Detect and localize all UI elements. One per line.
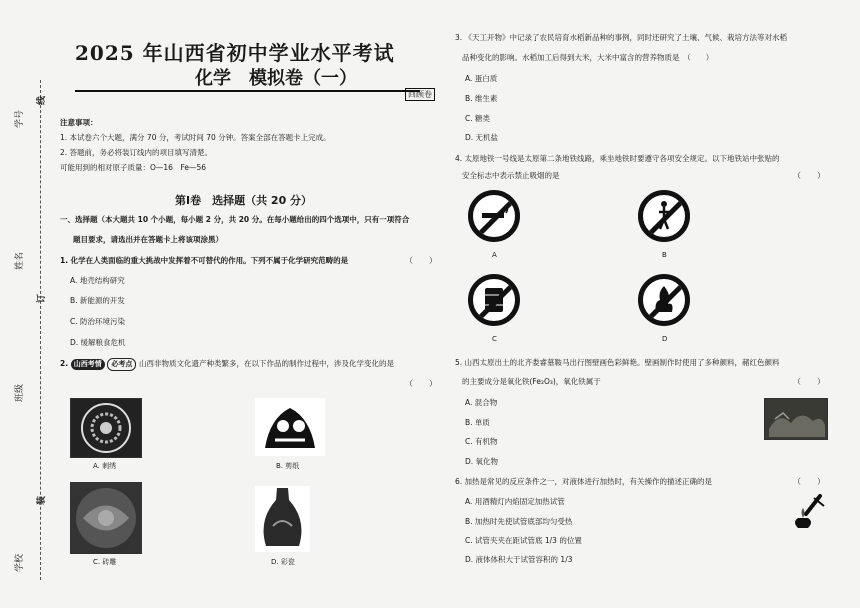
title-rule — [75, 90, 420, 92]
q3-option-b: B. 维生素 — [465, 94, 498, 103]
q3-option-c: C. 糖类 — [465, 114, 491, 123]
q5-option-c: C. 有机物 — [465, 437, 498, 446]
margin-ding-label: 订 — [37, 293, 47, 303]
q5-option-a: A. 混合物 — [465, 398, 498, 407]
q2-option-d: D. 彩瓷 — [271, 558, 295, 566]
no-pedestrian-sign-icon — [638, 190, 690, 242]
q2-shanxi-tag: 山西考情 — [71, 359, 105, 370]
q3-stem-line-1: 3. 《天工开物》中记录了农民培育水稻新品种的事例，同时还研究了土壤、气候、栽培方法等对水稻 — [455, 33, 788, 42]
q4-answer-bracket: （ ） — [793, 171, 825, 180]
brick-carving-image — [70, 482, 142, 554]
notes-line-3: 可能用到的相对原子质量：O—16 Fe—56 — [60, 163, 207, 172]
margin-name-label: 姓名 — [15, 251, 25, 270]
margin-school-label: 学校 — [15, 553, 25, 572]
q2-option-b: B. 剪纸 — [276, 462, 300, 470]
q2-answer-bracket: （ ） — [405, 379, 437, 388]
q6-answer-bracket: （ ） — [793, 477, 825, 486]
paper-cut-image — [255, 398, 325, 456]
q4-label-a: A — [492, 251, 497, 259]
binding-dashed-line — [40, 80, 41, 580]
q6-stem: 6. 加热是常见的反应条件之一，对液体进行加热时，有关操作的描述正确的是 — [455, 477, 713, 486]
embroidery-image — [70, 398, 142, 458]
q4-stem-line-1: 4. 太原地铁一号线是太原第二条地铁线路，乘坐地铁时要遵守各项安全规定。以下地铁站中张贴的 — [455, 154, 780, 163]
q4-stem-line-2: 安全标志中表示禁止吸烟的是 — [462, 171, 560, 180]
section-1-title: 第Ⅰ卷 选择题（共 20 分） — [175, 194, 313, 207]
section-1-intro-2: 题目要求，请选出并在答题卡上将该项涂黑） — [73, 235, 223, 244]
q5-stem-line-1: 5. 山西太原出土的北齐娄睿墓鞍马出行图壁画色彩鲜艳。壁画制作时使用了多种颜料，赭红色颜料 — [455, 358, 780, 367]
q5-stem-line-2: 的主要成分是氧化铁(Fe₂O₃)，氧化铁属于 — [462, 377, 601, 386]
exam-subtitle: 化学 模拟卷（一） — [195, 68, 357, 89]
q6-option-a: A. 用酒精灯内焰固定加热试管 — [465, 497, 565, 506]
q1-option-a: A. 地壳结构研究 — [70, 276, 125, 285]
q5-answer-bracket: （ ） — [793, 377, 825, 386]
q5-option-d: D. 氧化物 — [465, 457, 499, 466]
q2-must-tag: 必考点 — [107, 358, 136, 371]
margin-xian-label: 线 — [37, 95, 47, 105]
q2-stem: 山西非物质文化遗产种类繁多，在以下作品的制作过程中，涉及化学变化的是 — [138, 359, 394, 368]
q1-option-b: B. 新能源的开发 — [70, 296, 125, 305]
q2-number: 2. — [60, 359, 69, 368]
q1-answer-bracket: （ ） — [405, 256, 437, 265]
q2-stem-line — [60, 358, 394, 371]
q1-stem: 1. 化学在人类面临的重大挑战中发挥着不可替代的作用。下列不属于化学研究范畴的是 — [60, 256, 349, 265]
q6-option-d: D. 液体体积大于试管容积的 1/3 — [465, 555, 573, 564]
q6-option-c: C. 试管夹夹在距试管底 1/3 的位置 — [465, 536, 582, 545]
margin-class-label: 班级 — [15, 383, 25, 402]
no-fire-sign-icon — [638, 274, 690, 326]
section-1-intro-1: 一、选择题（本大题共 10 个小题，每小题 2 分，共 20 分。在每小题给出的四个选项中，只有一项符合 — [60, 215, 410, 224]
q6-option-b: B. 加热时先使试管底部均匀受热 — [465, 517, 573, 526]
q1-option-d: D. 缓解粮食危机 — [70, 338, 126, 347]
q3-stem-line-2: 品种变化的影响。水稻加工后得到大米，大米中富含的营养物质是 （ ） — [462, 53, 714, 62]
notes-heading: 注意事项： — [60, 118, 98, 127]
margin-number-label: 学号 — [15, 109, 25, 128]
q4-label-d: D — [662, 335, 668, 343]
mural-image — [764, 398, 828, 440]
no-smoking-sign-icon — [468, 190, 520, 242]
q5-option-b: B. 单质 — [465, 418, 490, 427]
review-badge: 回顾卷 — [405, 88, 435, 101]
q3-option-a: A. 蛋白质 — [465, 74, 498, 83]
margin-zhuang-label: 装 — [37, 495, 47, 505]
q3-option-d: D. 无机盐 — [465, 133, 499, 142]
painted-porcelain-image — [255, 486, 310, 552]
q4-label-b: B — [662, 251, 667, 259]
notes-line-2: 2. 答题前，务必将装订线内的项目填写清楚。 — [60, 148, 213, 157]
exam-title: 2025 年山西省初中学业水平考试 — [75, 41, 395, 65]
notes-line-1: 1. 本试卷六个大题，满分 70 分，考试时间 70 分钟。答案全部在答题卡上完成。 — [60, 133, 331, 142]
q2-option-c: C. 砖雕 — [93, 558, 117, 566]
no-flammable-barrel-sign-icon — [468, 274, 520, 326]
test-tube-heating-icon — [790, 492, 832, 532]
q1-option-c: C. 防治环境污染 — [70, 317, 126, 326]
q4-label-c: C — [492, 335, 497, 343]
q2-option-a: A. 刺绣 — [93, 462, 117, 470]
